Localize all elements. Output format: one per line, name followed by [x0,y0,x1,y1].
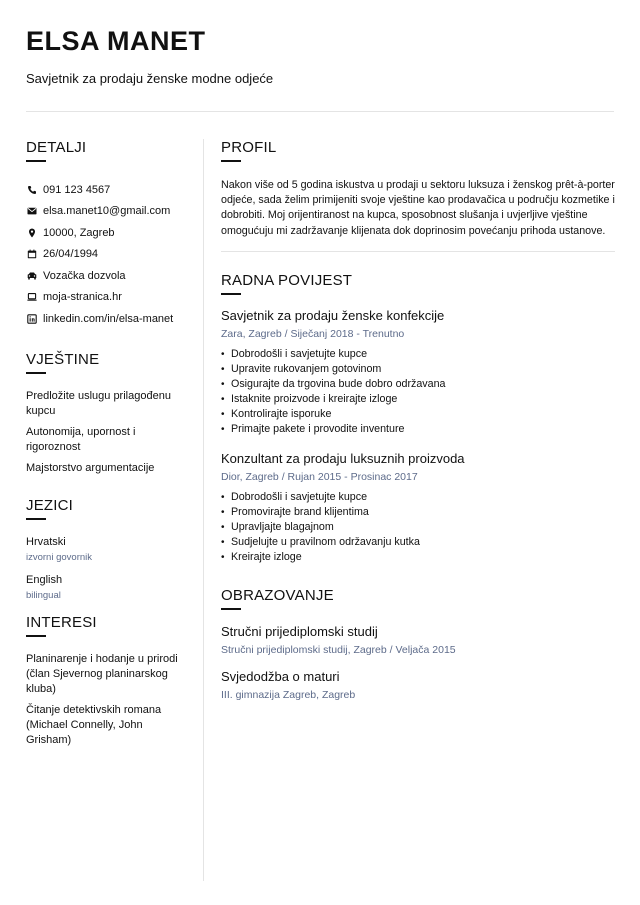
section-title-details: DETALJI [26,139,87,156]
linkedin-icon [26,313,38,325]
location-icon [26,227,38,239]
language-item [26,573,188,602]
job-bullet: • Promovirajte brand klijentima [221,505,615,520]
email-icon [26,205,38,217]
skills-section [26,351,188,476]
section-underline [221,293,241,295]
section-title-education: OBRAZOVANJE [221,586,334,604]
section-underline [221,160,241,162]
education-meta: Stručni prijediplomski studij, Zagreb / Veljača 2015 [221,643,456,656]
contact-website[interactable] [26,287,188,309]
interests-list [26,652,188,748]
language-level: bilingual [26,589,61,601]
job-bullet: • Dobrodošli i savjetujte kupce [221,490,615,505]
contact-license [26,265,188,287]
contact-text: 10000, Zagreb [43,226,115,239]
job-entry [221,451,615,565]
language-name: Hrvatski [26,535,66,548]
skill-item: Majstorstvo argumentacije [26,461,155,474]
website-icon [26,291,38,303]
header-divider [26,111,614,112]
contact-text: Vozačka dozvola [43,269,126,282]
job-bullet: • Dobrodošli i savjetujte kupce [221,347,615,362]
phone-icon [26,184,38,196]
job-bullet: • Upravljajte blagajnom [221,520,615,535]
job-bullets [221,347,615,437]
contact-list [26,179,188,330]
section-underline [221,608,241,610]
profile-section [221,139,615,252]
job-bullet: • Kontrolirajte isporuke [221,407,615,422]
resume-header [26,26,614,87]
work-section [221,272,615,565]
skill-item: Predložite uslugu prilagođenu kupcu [26,389,171,417]
contact-email [26,201,188,223]
contact-linkedin[interactable] [26,308,188,330]
skill-item: Autonomija, upornost i rigoroznost [26,425,136,453]
contact-text[interactable]: linkedin.com/in/elsa-manet [43,312,174,325]
job-bullets [221,490,615,565]
education-title: Svjedodžba o maturi [221,668,340,684]
job-bullet: • Upravite rukovanjem gotovinom [221,362,615,377]
section-underline [26,372,46,374]
job-bullet: • Primajte pakete i provodite inventure [221,422,615,437]
section-underline [26,635,46,637]
job-bullet: • Kreirajte izloge [221,550,615,565]
skills-list [26,389,188,476]
language-item [26,535,188,564]
section-title-skills: VJEŠTINE [26,350,100,368]
section-title-work: RADNA POVIJEST [221,271,353,289]
interest-item: Planinarenje i hodanje u prirodi (član Sjevernog planinarskog kluba) [26,652,178,695]
job-title: Konzultant za prodaju luksuznih proizvoda [221,450,465,466]
car-icon [26,270,38,282]
job-target-title: Savjetnik za prodaju ženske modne odjeće [26,71,274,86]
contact-text: 091 123 4567 [43,183,111,196]
job-bullet: • Istaknite proizvode i kreirajte izloge [221,392,615,407]
education-entry [221,669,615,702]
language-level: izvorni govornik [26,551,92,563]
contact-location [26,222,188,244]
section-underline [26,518,46,520]
main-content [221,139,615,702]
language-name: English [26,573,63,586]
column-divider [203,139,204,881]
contact-text[interactable]: moja-stranica.hr [43,291,122,304]
education-section [221,587,615,702]
education-entry [221,624,615,657]
contact-phone [26,179,188,201]
interests-section [26,614,188,748]
job-title: Savjetnik za prodaju ženske konfekcije [221,307,445,323]
education-title: Stručni prijediplomski studij [221,623,378,639]
job-entry [221,308,615,437]
job-meta: Zara, Zagreb / Siječanj 2018 - Trenutno [221,327,405,340]
section-title-interests: INTERESI [26,613,97,631]
section-title-profile: PROFIL [221,139,277,156]
contact-text: elsa.manet10@gmail.com [43,205,171,218]
job-bullet: • Osigurajte da trgovina bude dobro održavana [221,377,615,392]
interest-item: Čitanje detektivskih romana (Michael Connelly, John Grisham) [26,703,162,746]
job-meta: Dior, Zagreb / Rujan 2015 - Prosinac 2017 [221,470,418,483]
education-meta: III. gimnazija Zagreb, Zagreb [221,688,356,701]
profile-text: Nakon više od 5 godina iskustva u prodaji u sektoru luksuza i ženskog prêt-à-porter odjeće, sada želim primijeniti svoje vještine kao prodavačica u području kozmetike i dobrobiti. Moj orijentiranost na kupca, sposobnost slušanja i uvjerljive vještine omogućuju mi zadržavanje klijenata dok doprinosim povećanju prihoda ustanove. [221,179,615,237]
contact-birthdate [26,244,188,266]
contact-text: 26/04/1994 [43,248,99,261]
section-divider [221,251,615,252]
languages-list [26,535,188,602]
candidate-name: ELSA MANET [26,26,206,56]
job-bullet: • Sudjelujte u pravilnom održavanju kutka [221,535,615,550]
section-underline [26,160,46,162]
section-title-languages: JEZICI [26,496,74,514]
languages-section [26,497,188,602]
calendar-icon [26,248,38,260]
details-section [26,139,188,330]
sidebar [26,139,188,754]
